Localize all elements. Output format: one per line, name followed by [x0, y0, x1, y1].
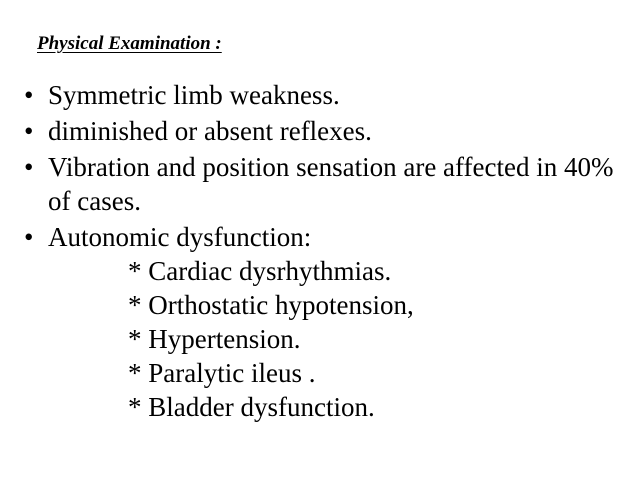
- sub-item: * Bladder dysfunction.: [128, 392, 375, 422]
- slide-heading: Physical Examination :: [37, 33, 222, 54]
- bullet-dot: •: [24, 80, 34, 110]
- bullet-item: [24, 220, 634, 424]
- sub-item: * Paralytic ileus .: [128, 358, 316, 388]
- bullet-list: [24, 78, 634, 426]
- bullet-dot: •: [24, 116, 34, 146]
- bullet-text: Symmetric limb weakness.: [48, 80, 340, 110]
- bullet-item: [24, 150, 634, 218]
- bullet-text: Autonomic dysfunction:: [48, 222, 312, 252]
- bullet-item: [24, 114, 634, 148]
- bullet-item: [24, 78, 634, 112]
- bullet-text: Vibration and position sensation are affected in 40% of cases.: [48, 152, 614, 216]
- bullet-text: diminished or absent reflexes.: [48, 116, 372, 146]
- sub-item: * Hypertension.: [128, 324, 301, 354]
- bullet-dot: •: [24, 222, 34, 252]
- bullet-dot: •: [24, 152, 34, 182]
- sub-item: * Orthostatic hypotension,: [128, 290, 414, 320]
- sub-item: * Cardiac dysrhythmias.: [128, 256, 392, 286]
- sub-list: [48, 254, 634, 424]
